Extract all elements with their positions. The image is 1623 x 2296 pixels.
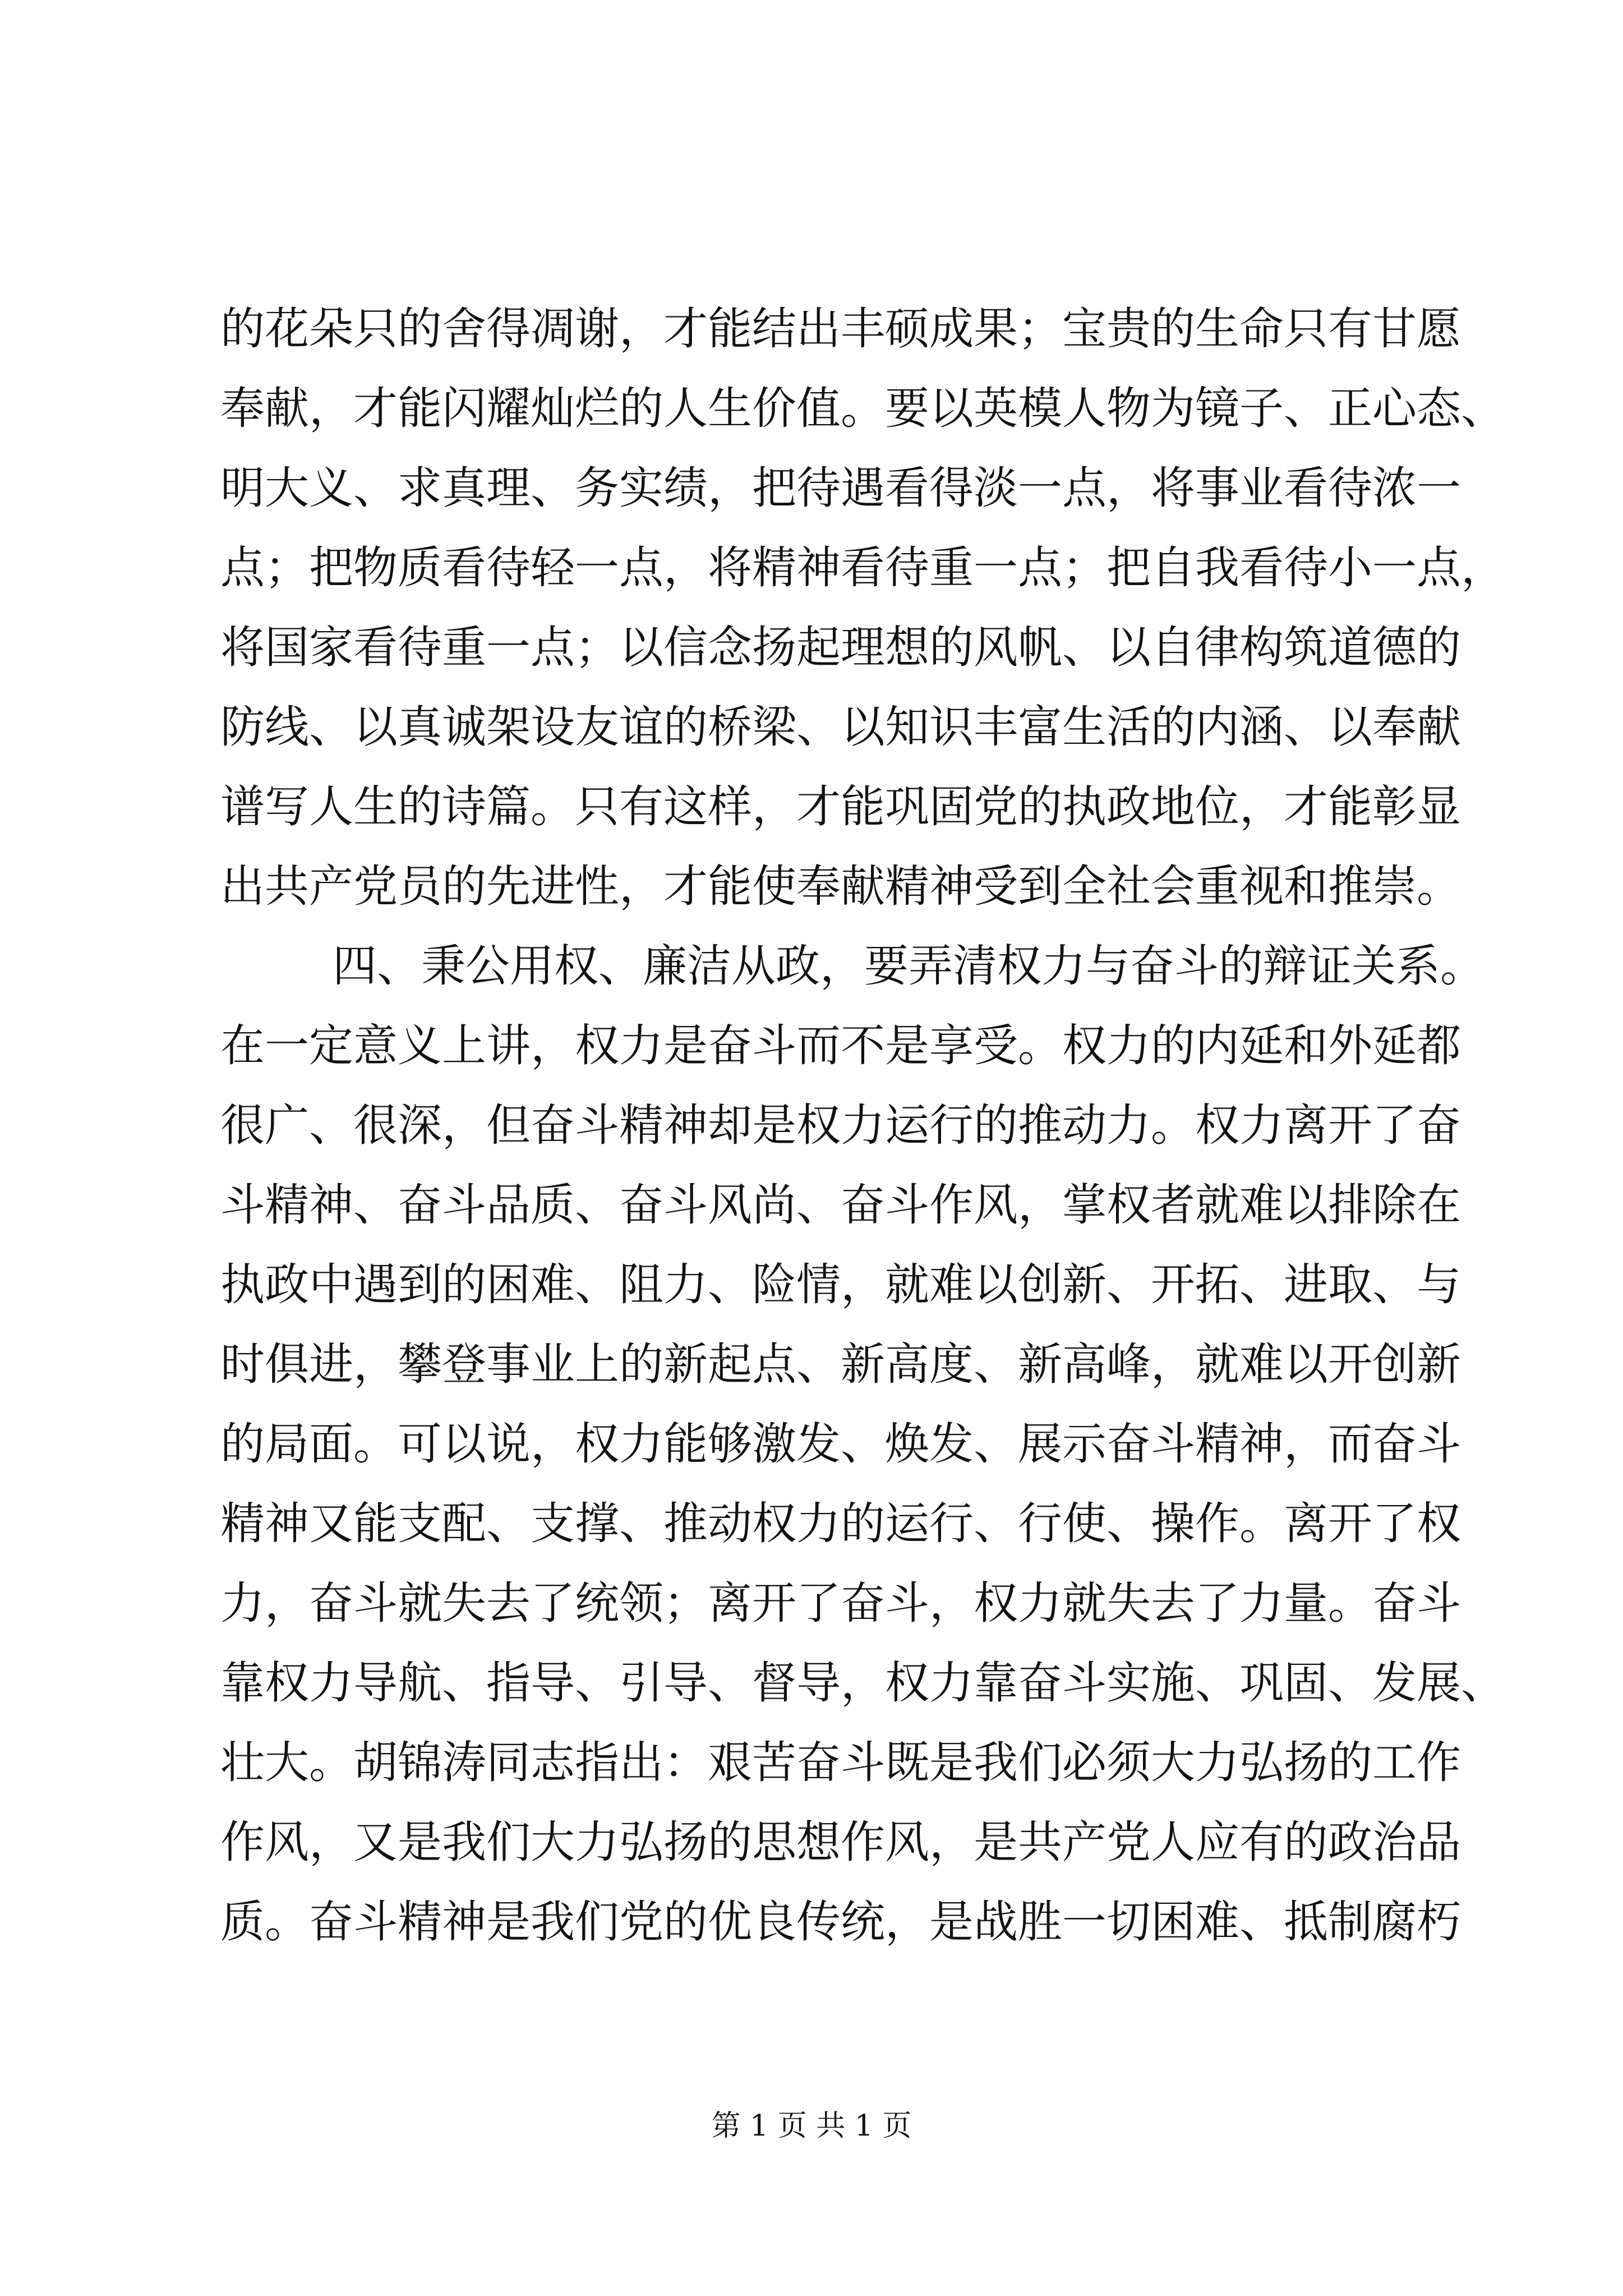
text-line: 斗精神、奋斗品质、奋斗风尚、奋斗作风，掌权者就难以排除在 <box>220 1179 1461 1231</box>
text-line: 靠权力导航、指导、引导、督导，权力靠奋斗实施、巩固、发展、 <box>220 1657 1505 1709</box>
text-line: 时俱进，攀登事业上的新起点、新高度、新高峰，就难以开创新 <box>220 1338 1461 1390</box>
text-line: 的局面。可以说，权力能够激发、焕发、展示奋斗精神，而奋斗 <box>220 1418 1461 1470</box>
text-line: 壮大。胡锦涛同志指出：艰苦奋斗既是我们必须大力弘扬的工作 <box>220 1737 1461 1788</box>
text-line: 执政中遇到的困难、阻力、险情，就难以创新、开拓、进取、与 <box>220 1259 1461 1310</box>
text-line: 作风，又是我们大力弘扬的思想作风，是共产党人应有的政治品 <box>220 1816 1461 1868</box>
text-line: 在一定意义上讲，权力是奋斗而不是享受。权力的内延和外延都 <box>220 1020 1461 1071</box>
text-line: 出共产党员的先进性，才能使奉献精神受到全社会重视和推崇。 <box>220 861 1461 912</box>
text-line: 精神又能支配、支撑、推动权力的运行、行使、操作。离开了权 <box>220 1498 1461 1549</box>
text-line: 质。奋斗精神是我们党的优良传统，是战胜一切困难、抵制腐朽 <box>220 1896 1461 1948</box>
page-number-footer: 第 1 页 共 1 页 <box>711 2109 912 2143</box>
text-line: 谱写人生的诗篇。只有这样，才能巩固党的执政地位，才能彰显 <box>220 781 1461 832</box>
text-line: 明大义、求真理、务实绩，把待遇看得淡一点，将事业看待浓一 <box>220 462 1461 514</box>
text-line: 点；把物质看待轻一点，将精神看待重一点；把自我看待小一点， <box>220 542 1505 593</box>
text-line: 防线、以真诚架设友谊的桥梁、以知识丰富生活的内涵、以奉献 <box>220 701 1461 753</box>
body-text <box>220 289 1505 1962</box>
text-line: 很广、很深，但奋斗精神却是权力运行的推动力。权力离开了奋 <box>220 1099 1461 1151</box>
text-line: 力，奋斗就失去了统领；离开了奋斗，权力就失去了力量。奋斗 <box>220 1577 1461 1629</box>
text-line: 将国家看待重一点；以信念扬起理想的风帆、以自律构筑道德的 <box>220 622 1461 673</box>
text-line: 的花朵只的舍得凋谢，才能结出丰硕成果；宝贵的生命只有甘愿 <box>220 303 1461 355</box>
text-line: 奉献，才能闪耀灿烂的人生价值。要以英模人物为镜子、正心态、 <box>220 383 1505 434</box>
section-heading-line: 四、秉公用权、廉洁从政，要弄清权力与奋斗的辩证关系。 <box>333 940 1484 992</box>
